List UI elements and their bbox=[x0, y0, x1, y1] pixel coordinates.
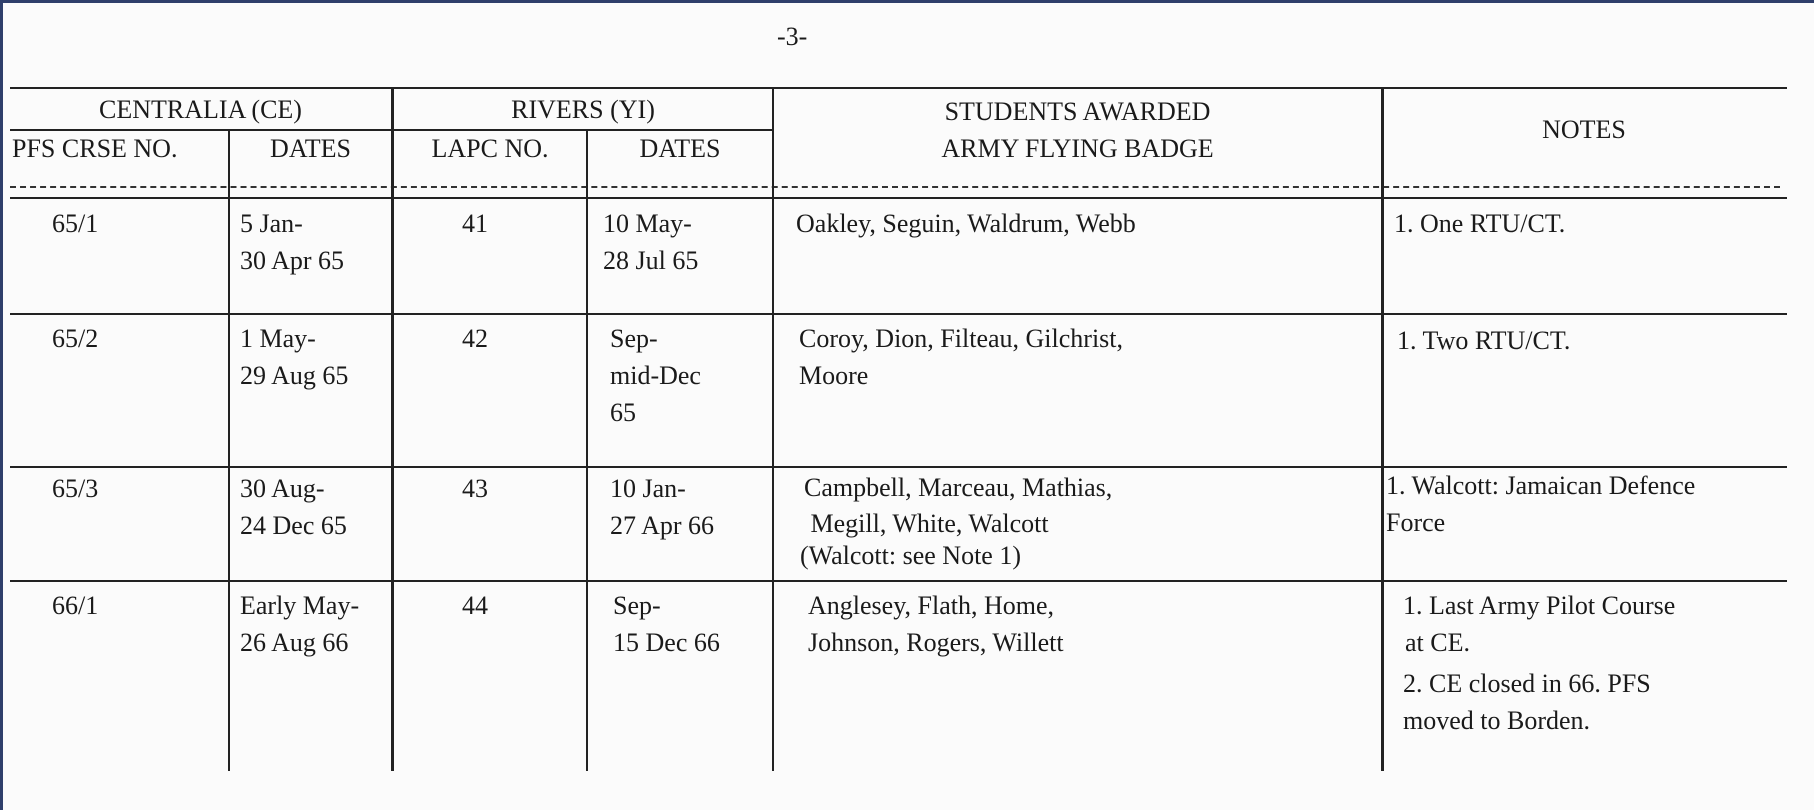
students-line: (Walcott: see Note 1) bbox=[800, 541, 1021, 570]
header-lapc-no: LAPC NO. bbox=[431, 134, 549, 163]
yi-date-mid: mid-Dec bbox=[610, 361, 701, 390]
yi-dates bbox=[610, 320, 701, 431]
header-notes: NOTES bbox=[1542, 115, 1626, 144]
column-divider-2 bbox=[391, 88, 394, 771]
yi-dates bbox=[610, 470, 714, 544]
ce-date-start: 5 Jan- bbox=[240, 209, 303, 238]
yi-date-end: 27 Apr 66 bbox=[610, 511, 714, 540]
yi-date-start: Sep- bbox=[613, 591, 661, 620]
table-top-rule bbox=[10, 87, 1787, 89]
students-awarded bbox=[800, 470, 1113, 574]
header-pfs-crse-no: PFS CRSE NO. bbox=[12, 134, 178, 163]
column-divider-1 bbox=[228, 131, 230, 771]
students-awarded bbox=[799, 320, 1123, 394]
notes-cell bbox=[1394, 205, 1565, 242]
pfs-course-number: 66/1 bbox=[52, 591, 99, 620]
yi-date-end: 65 bbox=[610, 398, 636, 427]
yi-date-start: Sep- bbox=[610, 324, 658, 353]
page-number: -3- bbox=[777, 22, 808, 51]
lapc-number: 42 bbox=[462, 324, 488, 353]
column-divider-4 bbox=[772, 88, 774, 771]
pfs-course-number: 65/1 bbox=[52, 209, 99, 238]
ce-dates bbox=[240, 205, 344, 279]
header-students-line2: ARMY FLYING BADGE bbox=[941, 134, 1214, 163]
yi-date-start: 10 Jan- bbox=[610, 474, 686, 503]
header-dashed-rule bbox=[10, 186, 1780, 188]
yi-date-start: 10 May- bbox=[603, 209, 692, 238]
header-dates-yi: DATES bbox=[639, 134, 721, 163]
lapc-number: 41 bbox=[462, 209, 488, 238]
note-line: 2. CE closed in 66. PFS bbox=[1403, 669, 1651, 698]
ce-date-end: 26 Aug 66 bbox=[240, 628, 349, 657]
ce-dates bbox=[240, 320, 348, 394]
note-line: at CE. bbox=[1405, 628, 1470, 657]
header-students-line1: STUDENTS AWARDED bbox=[944, 97, 1211, 126]
note-line: moved to Borden. bbox=[1403, 706, 1591, 735]
notes-cell bbox=[1397, 322, 1570, 359]
notes-cell bbox=[1403, 587, 1675, 739]
ce-date-end: 24 Dec 65 bbox=[240, 511, 347, 540]
students-awarded bbox=[796, 205, 1136, 242]
header-rivers: RIVERS (YI) bbox=[511, 95, 655, 124]
header-bottom-rule bbox=[10, 197, 1787, 199]
note-line: 1. Last Army Pilot Course bbox=[1403, 591, 1676, 620]
students-line: Anglesey, Flath, Home, bbox=[808, 591, 1054, 620]
header-centralia: CENTRALIA (CE) bbox=[99, 95, 302, 124]
ce-date-start: 1 May- bbox=[240, 324, 316, 353]
ce-date-start: Early May- bbox=[240, 591, 360, 620]
students-line: Johnson, Rogers, Willett bbox=[808, 628, 1064, 657]
notes-cell bbox=[1386, 467, 1695, 541]
yi-dates bbox=[613, 587, 720, 661]
note-line: 1. Two RTU/CT. bbox=[1397, 326, 1571, 355]
note-line: 1. One RTU/CT. bbox=[1394, 209, 1566, 238]
note-line: Force bbox=[1386, 508, 1446, 537]
pfs-course-number: 65/3 bbox=[52, 474, 99, 503]
note-line: 1. Walcott: Jamaican Defence bbox=[1386, 471, 1696, 500]
column-divider-5 bbox=[1381, 88, 1384, 771]
lapc-number: 43 bbox=[462, 474, 488, 503]
yi-dates bbox=[603, 205, 698, 279]
ce-date-end: 29 Aug 65 bbox=[240, 361, 349, 390]
lapc-number: 44 bbox=[462, 591, 488, 620]
ce-dates bbox=[240, 470, 347, 544]
column-divider-3 bbox=[586, 131, 588, 771]
students-line: Megill, White, Walcott bbox=[804, 509, 1049, 538]
header-dates-ce: DATES bbox=[270, 134, 351, 163]
students-awarded bbox=[808, 587, 1064, 661]
students-line: Coroy, Dion, Filteau, Gilchrist, bbox=[799, 324, 1124, 353]
ce-dates bbox=[240, 587, 359, 661]
students-line: Campbell, Marceau, Mathias, bbox=[804, 473, 1113, 502]
students-line: Oakley, Seguin, Waldrum, Webb bbox=[796, 209, 1136, 238]
yi-date-end: 15 Dec 66 bbox=[613, 628, 720, 657]
students-line: Moore bbox=[799, 361, 869, 390]
pfs-course-number: 65/2 bbox=[52, 324, 99, 353]
ce-date-end: 30 Apr 65 bbox=[240, 246, 344, 275]
row-rule-3 bbox=[10, 580, 1787, 582]
ce-date-start: 30 Aug- bbox=[240, 474, 325, 503]
yi-date-end: 28 Jul 65 bbox=[603, 246, 699, 275]
row-rule-1 bbox=[10, 313, 1787, 315]
